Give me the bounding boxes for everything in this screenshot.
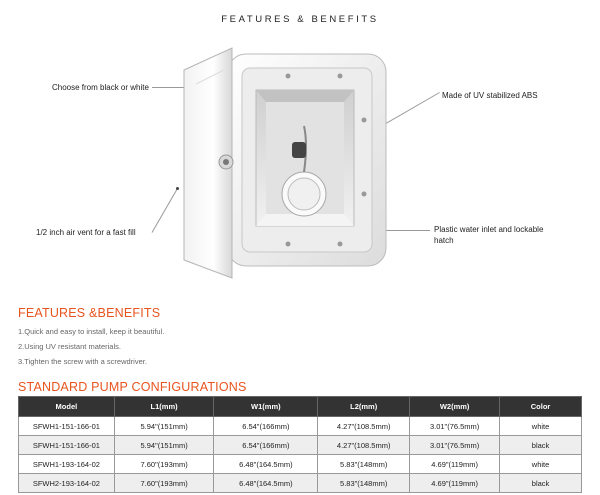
cell-model: SFWH1-193-164-02 — [19, 455, 115, 474]
callout-vent: 1/2 inch air vent for a fast fill — [36, 228, 136, 237]
cell-w1: 6.48"(164.5mm) — [214, 455, 318, 474]
cell-l2: 4.27"(108.5mm) — [318, 417, 410, 436]
features-title: FEATURES &BENEFITS — [18, 306, 161, 320]
cell-model: SFWH1-151-166-01 — [19, 436, 115, 455]
cell-w2: 4.69"(119mm) — [410, 455, 500, 474]
cell-l1: 7.60"(193mm) — [114, 455, 214, 474]
column-header-model: Model — [19, 397, 115, 417]
list-item: 1.Quick and easy to install, keep it beautiful. — [18, 327, 165, 336]
table-row — [19, 436, 582, 455]
callout-vent-line — [152, 189, 178, 233]
table-row — [19, 455, 582, 474]
cell-w2: 3.01"(76.5mm) — [410, 417, 500, 436]
cell-w1: 6.48"(164.5mm) — [214, 474, 318, 493]
cell-color: white — [500, 455, 582, 474]
configurations-title: STANDARD PUMP CONFIGURATIONS — [18, 380, 247, 394]
table-row — [19, 417, 582, 436]
cell-w2: 3.01"(76.5mm) — [410, 436, 500, 455]
cell-color: white — [500, 417, 582, 436]
cell-l2: 4.27"(108.5mm) — [318, 436, 410, 455]
cell-w1: 6.54"(166mm) — [214, 417, 318, 436]
cell-color: black — [500, 436, 582, 455]
cell-l2: 5.83"(148mm) — [318, 474, 410, 493]
callout-inlet — [434, 224, 543, 246]
cell-w1: 6.54"(166mm) — [214, 436, 318, 455]
list-item: 3.Tighten the screw with a screwdriver. — [18, 357, 147, 366]
cell-model: SFWH2-193-164-02 — [19, 474, 115, 493]
column-header-l1: L1(mm) — [114, 397, 214, 417]
column-header-w2: W2(mm) — [410, 397, 500, 417]
water-inlet-hatch-illustration — [180, 44, 400, 284]
callout-material: Made of UV stabilized ABS — [442, 91, 538, 100]
configurations-table — [18, 396, 582, 493]
product-image — [180, 44, 400, 284]
callout-inlet-line1: Plastic water inlet and lockable — [434, 225, 544, 234]
cell-l1: 5.94"(151mm) — [114, 436, 214, 455]
list-item: 2.Using UV resistant materials. — [18, 342, 121, 351]
cell-l1: 5.94"(151mm) — [114, 417, 214, 436]
table-row — [19, 474, 582, 493]
cell-w2: 4.69"(119mm) — [410, 474, 500, 493]
cell-model: SFWH1-151-166-01 — [19, 417, 115, 436]
callout-vent-dot — [176, 187, 179, 190]
callout-color: Choose from black or white — [52, 83, 149, 92]
table-header-row — [19, 397, 582, 417]
feature-list — [18, 324, 164, 369]
column-header-color: Color — [500, 397, 582, 417]
cell-l1: 7.60"(193mm) — [114, 474, 214, 493]
column-header-l2: L2(mm) — [318, 397, 410, 417]
cell-color: black — [500, 474, 582, 493]
page-title: FEATURES & BENEFITS — [221, 14, 379, 25]
callout-inlet-line2: hatch — [434, 236, 454, 245]
cell-l2: 5.83"(148mm) — [318, 455, 410, 474]
column-header-w1: W1(mm) — [214, 397, 318, 417]
